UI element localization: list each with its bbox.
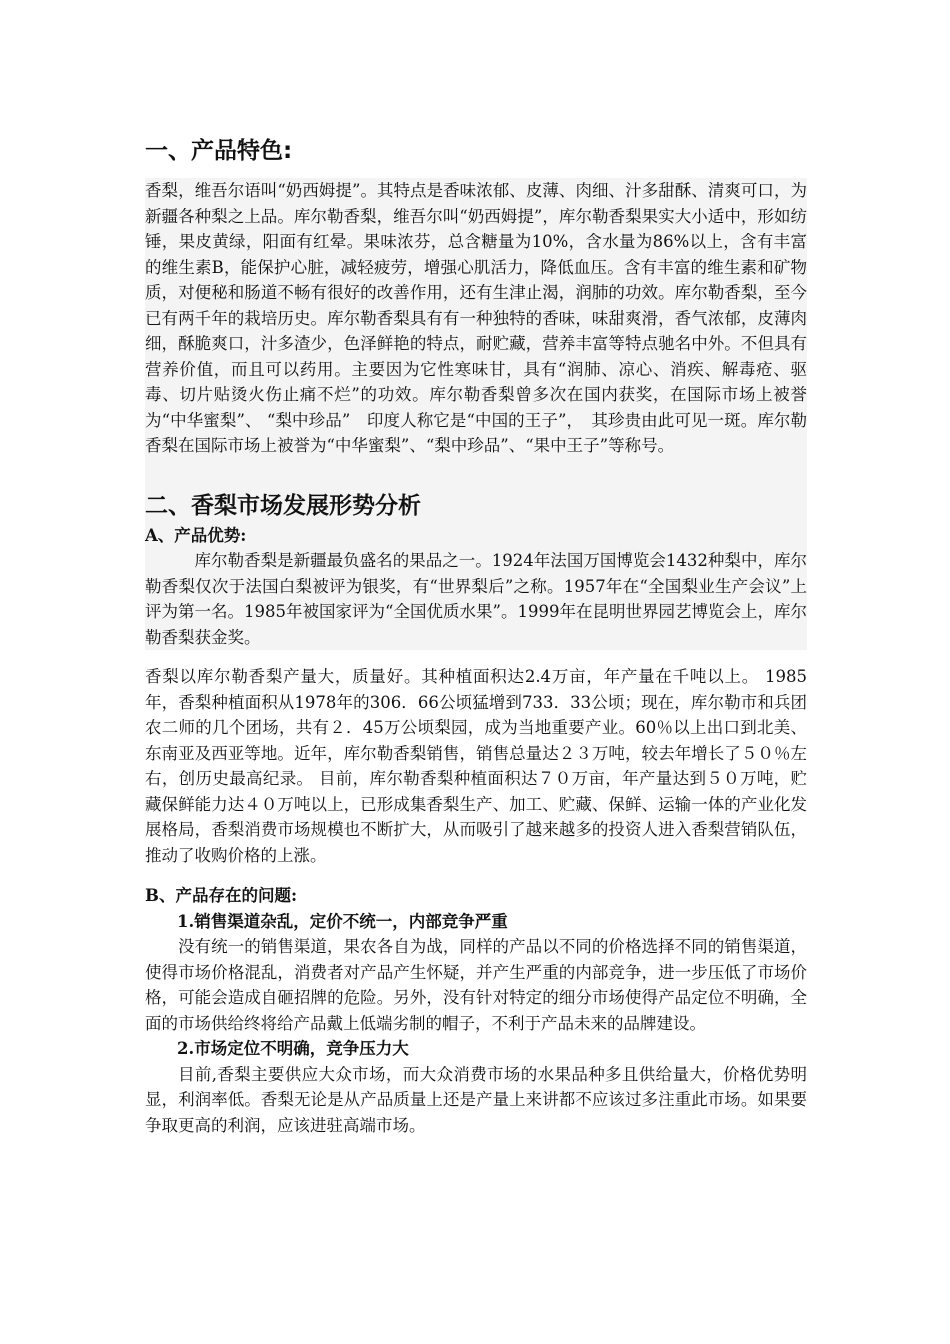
section-2a-paragraph-1: 库尔勒香梨是新疆最负盛名的果品之一。1924年法国万国博览会1432种梨中，库尔勒香梨仅次于法国白梨被评为银奖，有“世界梨后”之称。1957年在“全国梨业生产会议”上评为第一名。1985年被国家评为“全国优质水果”。1999年在昆明世界园艺博览会上，库尔勒香梨获金奖。 (145, 551, 807, 647)
section-1-shaded-block (145, 178, 807, 459)
problem-2-body: 目前,香梨主要供应大众市场，而大众消费市场的水果品种多且供给量大，价格优势明显，利润率低。香梨无论是从产品质量上还是产量上来讲都不应该过多注重此市场。如果要争取更高的利润，应该进驻高端市场。 (145, 1064, 807, 1135)
section-2a-heading: A、产品优势: (145, 525, 247, 545)
section-2-shaded-block (145, 459, 807, 651)
document-content (145, 134, 807, 1138)
section-2a-paragraph-2: 香梨以库尔勒香梨产量大，质量好。其种植面积达2.4万亩，年产量在千吨以上。 1985年，香梨种植面积从1978年的306．66公顷猛增到733．33公顷；现在，库尔勒市和兵团农二师的几个团场，共有２．45万公顷梨园，成为当地重要产业。60％以上出口到北美、东南亚及西亚等地。近年，库尔勒香梨销售，销售总量达２３万吨，较去年增长了５０％左右，创历史最高纪录。 目前，库尔勒香梨种植面积达７０万亩，年产量达到５０万吨，贮藏保鲜能力达４０万吨以上，已形成集香梨生产、加工、贮藏、保鲜、运输一体的产业化发展格局，香梨消费市场规模也不断扩大，从而吸引了越来越多的投资人进入香梨营销队伍，推动了收购价格的上涨。 (145, 667, 807, 865)
section-1-title: 一、产品特色: (145, 138, 293, 164)
section-2-title: 二、香梨市场发展形势分析 (145, 492, 421, 519)
problem-1-heading: 1.销售渠道杂乱，定价不统一，内部竞争严重 (177, 911, 508, 931)
problem-1-body: 没有统一的销售渠道，果农各自为战，同样的产品以不同的价格选择不同的销售渠道，使得市场价格混乱，消费者对产品产生怀疑，并产生严重的内部竞争，进一步压低了市场价格，可能会造成自砸招牌的危险。另外，没有针对特定的细分市场使得产品定位不明确，全面的市场供给终将给产品戴上低端劣制的帽子，不利于产品未来的品牌建设。 (145, 937, 807, 1033)
section-2b-heading: B、产品存在的问题: (145, 886, 298, 905)
section-1-body: 香梨，维吾尔语叫“奶西姆提”。其特点是香味浓郁、皮薄、肉细、汁多甜酥、清爽可口，为新疆各种梨之上品。库尔勒香梨，维吾尔叫“奶西姆提”，库尔勒香梨果实大小适中，形如纺锤，果皮黄绿，阳面有红晕。果味浓芬，总含糖量为10%，含水量为86%以上，含有丰富的维生素B，能保护心脏，减轻疲劳，增强心肌活力，降低血压。含有丰富的维生素和矿物质，对便秘和肠道不畅有很好的改善作用，还有生津止渴，润肺的功效。库尔勒香梨，至今已有两千年的栽培历史。库尔勒香梨具有有一种独特的香味，味甜爽滑，香气浓郁，皮薄肉细，酥脆爽口，汁多渣少，色泽鲜艳的特点，耐贮藏，营养丰富等特点驰名中外。不但具有营养价值，而且可以药用。主要因为它性寒味甘，具有“润肺、凉心、消疾、解毒疮、驱毒、切片贴烫火伤止痛不烂”的功效。库尔勒香梨曾多次在国内获奖，在国际市场上被誉为“中华蜜梨”、 “梨中珍品” 印度人称它是“中国的王子”， 其珍贵由此可见一斑。库尔勒香梨在国际市场上被誉为“中华蜜梨”、“梨中珍品”、“果中王子”等称号。 (145, 181, 807, 455)
problem-2-heading: 2.市场定位不明确，竞争压力大 (177, 1039, 409, 1058)
